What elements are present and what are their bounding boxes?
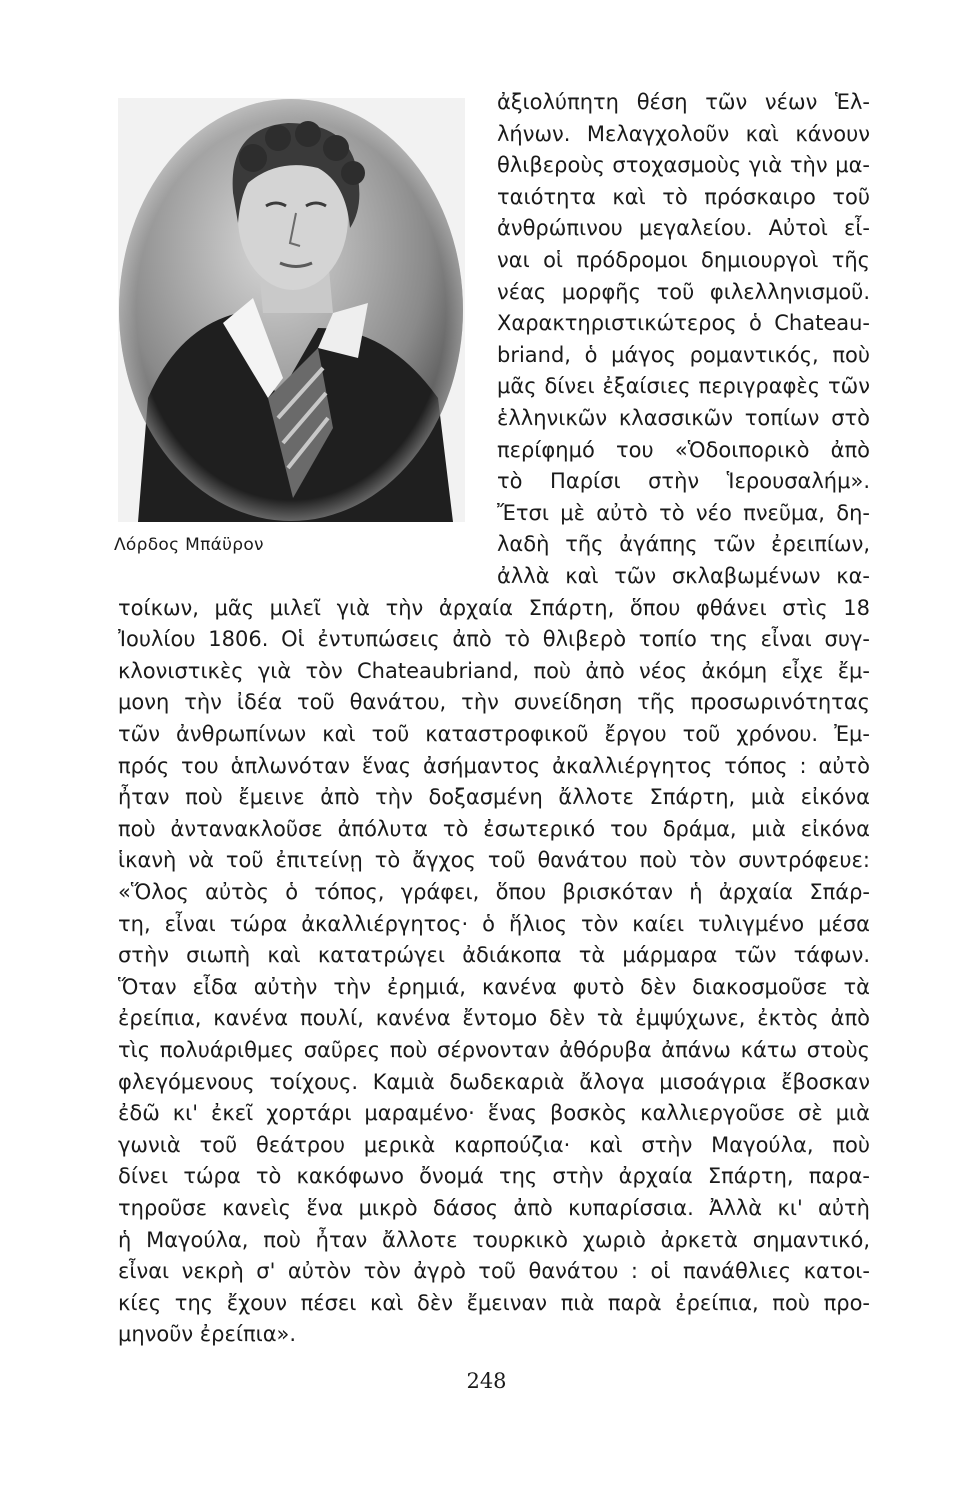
portrait-image xyxy=(118,98,465,522)
text-line: Ὅταν εἶδα αὐτὴν τὴν ἐρημιά, κανένα φυτὸ δὲν διακοσμοῦσε τὰ xyxy=(118,974,870,999)
text-line: εἶναι νεκρὴ σ' αὐτὸν τὸν ἀγρὸ τοῦ θανάτου : οἱ πανάθλιες κατοι- xyxy=(118,1259,870,1284)
text-line: ἀνθρώπινου μεγαλείου. Αὐτοὶ εἶ- xyxy=(497,216,870,241)
text-line: μηνοῦν ἐρείπια». xyxy=(118,1322,297,1347)
text-line: περίφημό του «Ὁδοιπορικὸ ἀπὸ xyxy=(497,437,870,462)
text-line: μονη τὴν ἰδέα τοῦ θανάτου, τὴν συνείδηση τῆς προσωρινότητας xyxy=(118,690,870,715)
text-line: τη, εἶναι τώρα ἀκαλλιέργητος· ὁ ἥλιος τὸν καίει τυλιγμένο μέσα xyxy=(118,911,870,936)
text-line: μᾶς δίνει ἐξαίσιες περιγραφὲς τῶν xyxy=(497,374,870,399)
text-line: λαδὴ τῆς ἀγάπης τῶν ἐρειπίων, xyxy=(497,532,870,557)
text-line: κλονιστικὲς γιὰ τὸν Chateaubriand, ποὺ ἀπὸ νέος ἀκόμη εἶχε ἔμ- xyxy=(118,658,870,683)
text-line: ἡ Μαγούλα, ποὺ ἦταν ἄλλοτε τουρκικὸ χωριὸ ἀρκετὰ σημαντικό, xyxy=(118,1227,870,1252)
text-line: ἦταν ποὺ ἔμεινε ἀπὸ τὴν δοξασμένη ἄλλοτε Σπάρτη, μιὰ εἰκόνα xyxy=(118,785,870,810)
portrait-engraving xyxy=(118,98,465,522)
portrait-caption: Λόρδος Μπάϋρον xyxy=(114,535,264,556)
text-line: ναι οἱ πρόδρομοι δημιουργοὶ τῆς xyxy=(497,248,870,272)
text-line: τὶς πολυάριθμες σαῦρες ποὺ σέρνονταν ἀθόρυβα ἀπάνω κάτω στοὺς xyxy=(118,1038,870,1062)
text-line: ἐρείπια, κανένα πουλί, κανένα ἔντομο δὲν τὰ ἐμψύχωνε, ἐκτὸς ἀπὸ xyxy=(118,1006,870,1031)
text-line: ἀξιολύπητη θέση τῶν νέων Ἑλ- xyxy=(497,90,870,114)
text-line: Χαρακτηριστικώτερος ὁ Chateau- xyxy=(497,311,870,336)
page-number: 248 xyxy=(466,1369,507,1393)
text-line: Ἔτσι μὲ αὐτὸ τὸ νέο πνεῦμα, δη- xyxy=(497,500,870,525)
text-line: γωνιὰ τοῦ θεάτρου μερικὰ καρπούζια· καὶ στὴν Μαγούλα, ποὺ xyxy=(118,1132,870,1157)
text-line: Ἰουλίου 1806. Οἱ ἐντυπώσεις ἀπὸ τὸ θλιβερὸ τοπίο της εἶναι συγ- xyxy=(118,627,870,652)
text-line: τηροῦσε κανεὶς ἕνα μικρὸ δάσος ἀπὸ κυπαρίσσια. Ἀλλὰ κι' αὐτὴ xyxy=(118,1196,870,1220)
text-line: ἐδῶ κι' ἐκεῖ χορτάρι μαραμένο· ἕνας βοσκὸς καλλιεργοῦσε σὲ μιὰ xyxy=(118,1101,870,1126)
text-line: κίες της ἔχουν πέσει καὶ δὲν ἔμειναν πιὰ παρὰ ἐρείπια, ποὺ προ- xyxy=(118,1290,870,1315)
text-line: ταιότητα καὶ τὸ πρόσκαιρο τοῦ xyxy=(497,184,870,209)
text-line: τὸ Παρίσι στὴν Ἱερουσαλήμ». xyxy=(497,469,870,494)
text-line: τοίκων, μᾶς μιλεῖ γιὰ τὴν ἀρχαία Σπάρτη, ὅπου φθάνει στὶς 18 xyxy=(118,595,870,620)
text-line: ποὺ ἀντανακλοῦσε ἀπόλυτα τὸ ἐσωτερικό του δράμα, μιὰ εἰκόνα xyxy=(118,816,870,841)
text-line: λήνων. Μελαγχολοῦν καὶ κάνουν xyxy=(497,121,870,146)
text-line: briand, ὁ μάγος ρομαντικός, ποὺ xyxy=(497,342,870,367)
text-line: δίνει τώρα τὸ κακόφωνο ὄνομά της στὴν ἀρχαία Σπάρτη, παρα- xyxy=(118,1164,870,1189)
text-line: τῶν ἀνθρωπίνων καὶ τοῦ καταστροφικοῦ ἔργου τοῦ χρόνου. Ἐμ- xyxy=(118,722,870,746)
text-line: πρός του ἁπλωνόταν ἕνας ἀσήμαντος ἀκαλλιέργητος τόπος : αὐτὸ xyxy=(118,753,870,778)
text-line: θλιβεροὺς στοχασμοὺς γιὰ τὴν μα- xyxy=(497,153,870,178)
text-line: φλεγόμενους τοίχους. Καμιὰ δωδεκαριὰ ἄλογα μισοάγρια ἔβοσκαν xyxy=(118,1069,870,1094)
text-line: ἱκανὴ νὰ τοῦ ἐπιτείνῃ τὸ ἄγχος τοῦ θανάτου ποὺ τὸν συντρόφευε: xyxy=(118,848,870,873)
text-line: στὴν σιωπὴ καὶ κατατρώγει ἀδιάκοπα τὰ μάρμαρα τῶν τάφων. xyxy=(118,943,870,968)
text-line: ἀλλὰ καὶ τῶν σκλαβωμένων κα- xyxy=(497,564,870,588)
text-line: ἑλληνικῶν κλασσικῶν τοπίων στὸ xyxy=(497,406,870,430)
text-line: νέας μορφῆς τοῦ φιλελληνισμοῦ. xyxy=(497,279,870,304)
text-line: «Ὅλος αὐτὸς ὁ τόπος, γράφει, ὅπου βρισκόταν ἡ ἀρχαία Σπάρ- xyxy=(118,880,870,904)
